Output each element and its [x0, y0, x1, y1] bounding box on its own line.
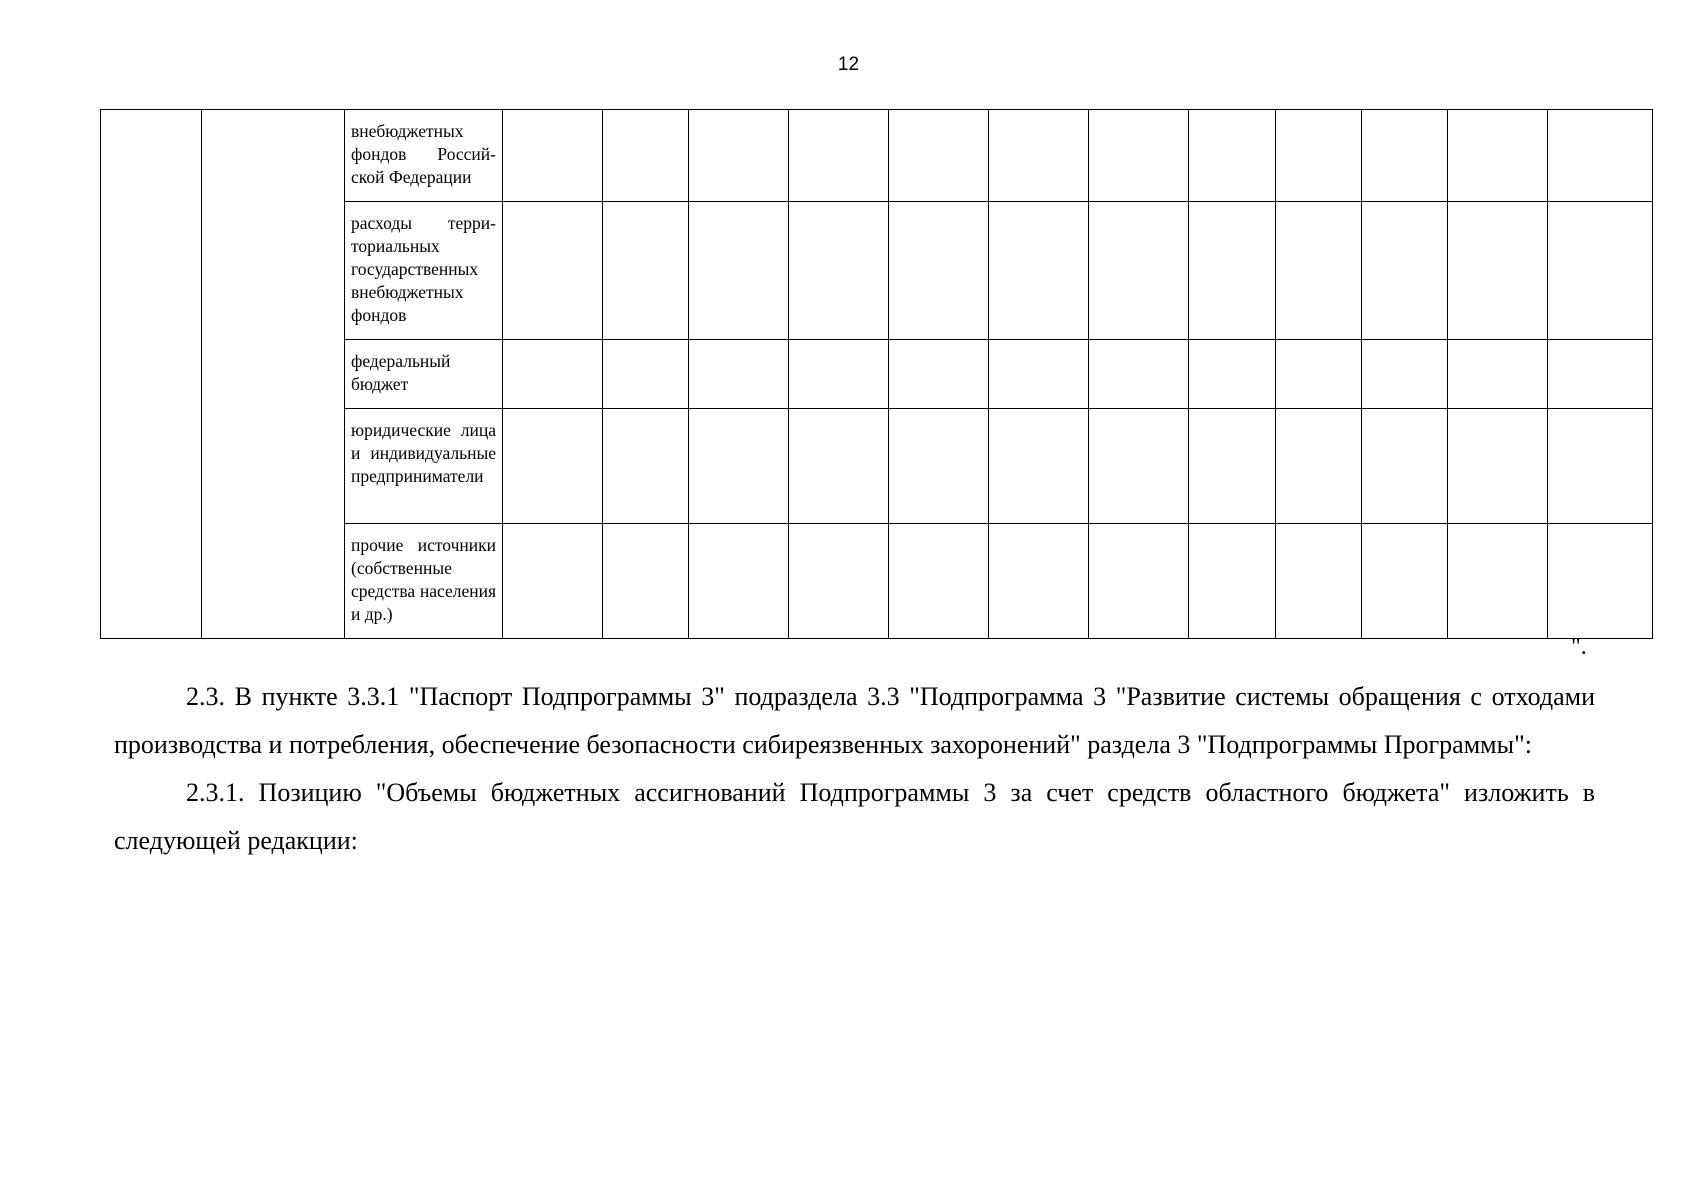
- table-cell-empty: [1448, 340, 1548, 409]
- table-cell-empty: [989, 340, 1089, 409]
- table-cell-empty: [1276, 202, 1362, 340]
- table-cell-empty: [889, 409, 989, 524]
- table-cell-empty: [689, 524, 789, 639]
- table-cell-empty: [1448, 524, 1548, 639]
- table-cell-empty: [1548, 202, 1653, 340]
- table-cell-empty: [603, 340, 689, 409]
- table-row: [101, 110, 1653, 202]
- table-cell-empty: [1089, 524, 1189, 639]
- table-cell-empty: [789, 409, 889, 524]
- table-cell-empty: [1089, 409, 1189, 524]
- table-cell-empty: [889, 340, 989, 409]
- table-cell-empty: [689, 409, 789, 524]
- table-cell-empty: [1362, 409, 1448, 524]
- table-cell-empty: [789, 340, 889, 409]
- table-cell-empty: [889, 110, 989, 202]
- table-cell-empty: [1448, 110, 1548, 202]
- table-cell-empty: [1189, 110, 1276, 202]
- table-cell-empty: [1276, 340, 1362, 409]
- table-cell-empty: [689, 202, 789, 340]
- table-cell-empty: [503, 409, 603, 524]
- table-cell-empty: [101, 110, 202, 639]
- document-body: [114, 673, 1595, 865]
- table-cell-empty: [889, 202, 989, 340]
- table-cell-empty: [689, 340, 789, 409]
- table-cell-empty: [1548, 110, 1653, 202]
- table-cell-empty: [989, 409, 1089, 524]
- table-cell-empty: [1089, 110, 1189, 202]
- table-cell-empty: [689, 110, 789, 202]
- table-cell-empty: [603, 524, 689, 639]
- table-cell-empty: [889, 524, 989, 639]
- row-label: прочие источники (собственные средства населения и др.): [345, 524, 503, 639]
- table-cell-empty: [1189, 524, 1276, 639]
- row-label: расходы территориальных государственных внебюджетных фондов: [345, 202, 503, 340]
- table-cell-empty: [503, 202, 603, 340]
- table-cell-empty: [989, 110, 1089, 202]
- table-cell-empty: [503, 524, 603, 639]
- table-cell-empty: [1189, 340, 1276, 409]
- table-cell-empty: [789, 202, 889, 340]
- table-cell-empty: [603, 202, 689, 340]
- table-cell-empty: [989, 524, 1089, 639]
- page-number: 12: [837, 54, 860, 75]
- table-cell-empty: [1448, 409, 1548, 524]
- paragraph: 2.3.1. Позицию "Объемы бюджетных ассигнований Подпрограммы 3 за счет средств областного бюджета" изложить в следующей редакции:: [114, 778, 1595, 855]
- table-cell-empty: [603, 409, 689, 524]
- table-cell-empty: [1089, 202, 1189, 340]
- row-label: федеральный бюджет: [345, 340, 503, 409]
- table-cell-empty: [1276, 524, 1362, 639]
- table-cell-empty: [503, 110, 603, 202]
- closing-quote: ".: [1571, 634, 1587, 660]
- row-label: юридические лица и индивидуальные предприниматели: [345, 409, 503, 524]
- table-cell-empty: [1548, 524, 1653, 639]
- table-cell-empty: [603, 110, 689, 202]
- table-cell-empty: [1548, 409, 1653, 524]
- table-cell-empty: [989, 202, 1089, 340]
- table-cell-empty: [503, 340, 603, 409]
- table-cell-empty: [1548, 340, 1653, 409]
- table-cell-empty: [1362, 202, 1448, 340]
- table-cell-empty: [1276, 409, 1362, 524]
- table-cell-empty: [1362, 340, 1448, 409]
- table-cell-empty: [1362, 110, 1448, 202]
- table-cell-empty: [1089, 340, 1189, 409]
- table-cell-empty: [202, 110, 345, 639]
- row-label: внебюджетных фондов Российской Федерации: [345, 110, 503, 202]
- table-cell-empty: [1276, 110, 1362, 202]
- table-cell-empty: [1362, 524, 1448, 639]
- funding-sources-table: [100, 109, 1653, 639]
- table-cell-empty: [1189, 202, 1276, 340]
- table-cell-empty: [789, 110, 889, 202]
- paragraph: 2.3. В пункте 3.3.1 "Паспорт Подпрограммы 3" подраздела 3.3 "Подпрограмма 3 "Развитие системы обращения с отходами производства и потребления, обеспечение безопасности сибиреязвенных захоронений" раздела 3 "Подпрограммы Программы":: [114, 682, 1595, 759]
- table-cell-empty: [1189, 409, 1276, 524]
- table-cell-empty: [789, 524, 889, 639]
- table-cell-empty: [1448, 202, 1548, 340]
